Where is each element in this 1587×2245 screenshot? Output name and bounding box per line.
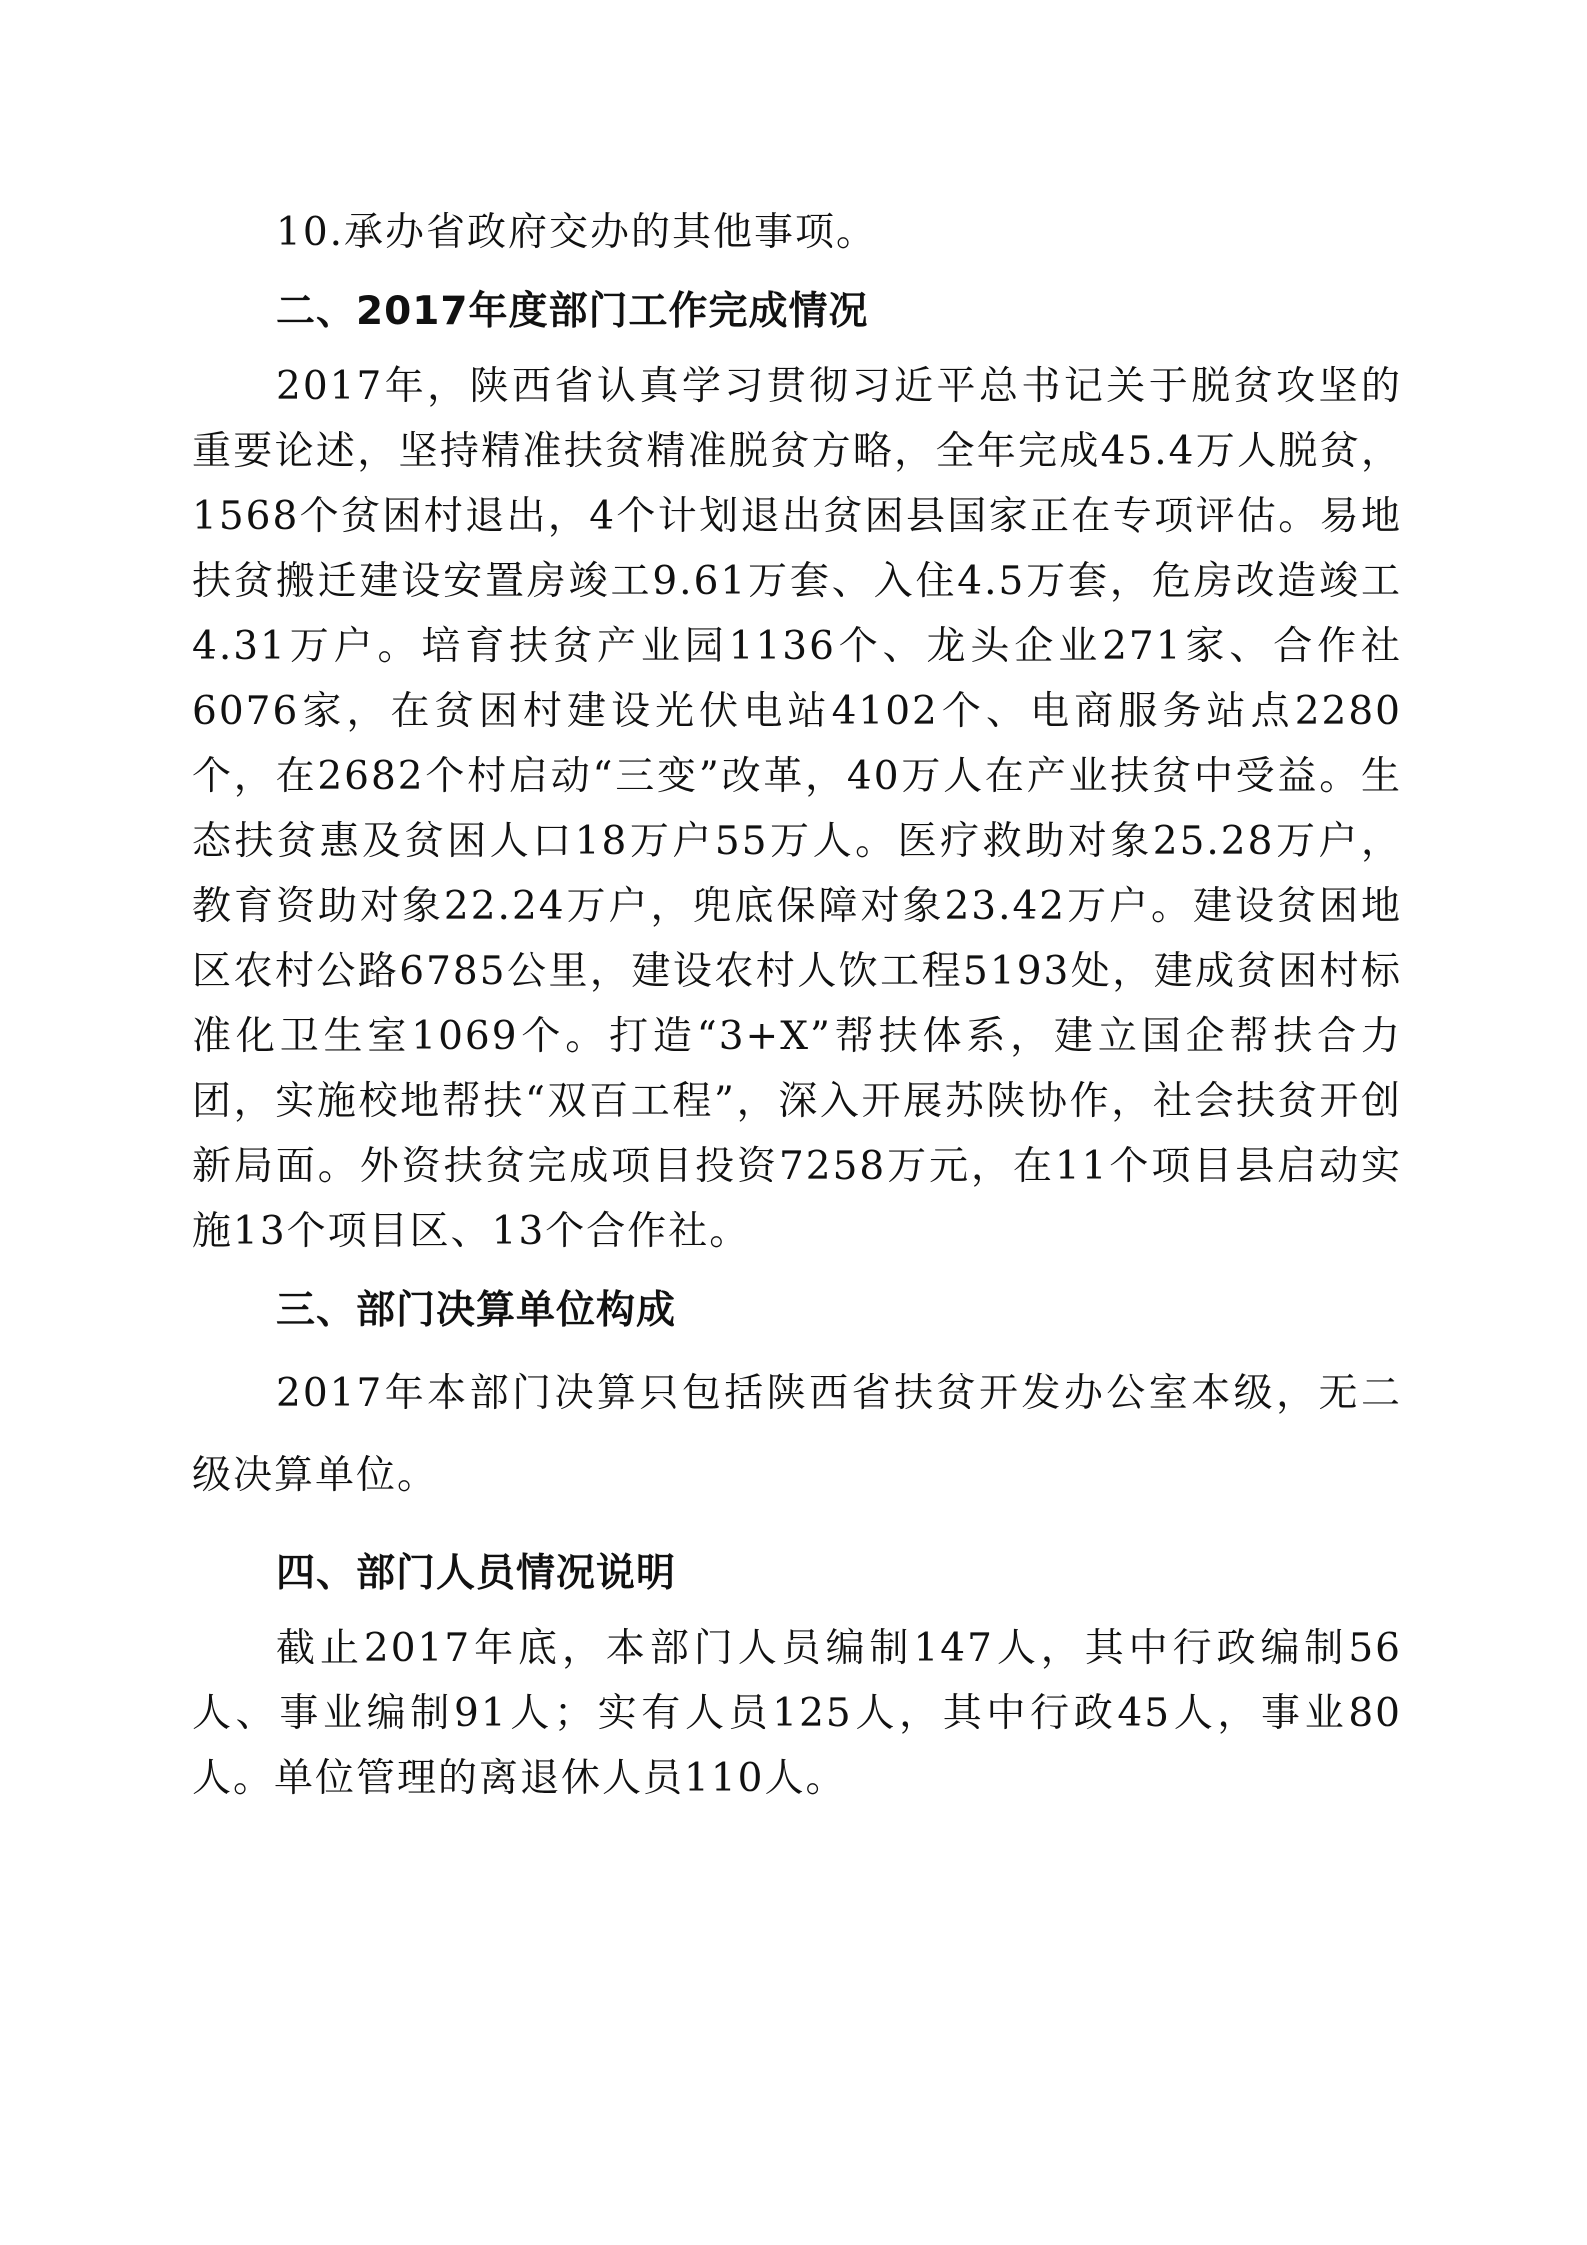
section-2-heading: 二、2017年度部门工作完成情况: [276, 289, 869, 334]
section-3-heading: 三、部门决算单位构成: [276, 1288, 677, 1333]
section-4-body: 截止2017年底，本部门人员编制147人，其中行政编制56人、事业编制91人；实有人员125人，其中行政45人，事业80人。单位管理的离退休人员110人。: [192, 1626, 1402, 1801]
section-4-heading: 四、部门人员情况说明: [276, 1551, 677, 1596]
section-2-body: 2017年，陕西省认真学习贯彻习近平总书记关于脱贫攻坚的重要论述，坚持精准扶贫精准脱贫方略，全年完成45.4万人脱贫，1568个贫困村退出，4个计划退出贫困县国家正在专项评估。易地扶贫搬迁建设安置房竣工9.61万套、入住4.5万套，危房改造竣工4.31万户。培育扶贫产业园1136个、龙头企业271家、合作社6076家，在贫困村建设光伏电站4102个、电商服务站点2280个，在2682个村启动“三变”改革，40万人在产业扶贫中受益。生态扶贫惠及贫困人口18万户55万人。医疗救助对象25.28万户，教育资助对象22.24万户，兜底保障对象23.42万户。建设贫困地区农村公路6785公里，建设农村人饮工程5193处，建成贫困村标准化卫生室1069个。打造“3+X”帮扶体系，建立国企帮扶合力团，实施校地帮扶“双百工程”，深入开展苏陕协作，社会扶贫开创新局面。外资扶贫完成项目投资7258万元，在11个项目县启动实施13个项目区、13个合作社。: [192, 364, 1402, 1254]
list-item-10: 10.承办省政府交办的其他事项。: [276, 210, 878, 255]
document-page: [192, 200, 1402, 1811]
section-3-body: 2017年本部门决算只包括陕西省扶贫开发办公室本级，无二级决算单位。: [192, 1371, 1402, 1498]
